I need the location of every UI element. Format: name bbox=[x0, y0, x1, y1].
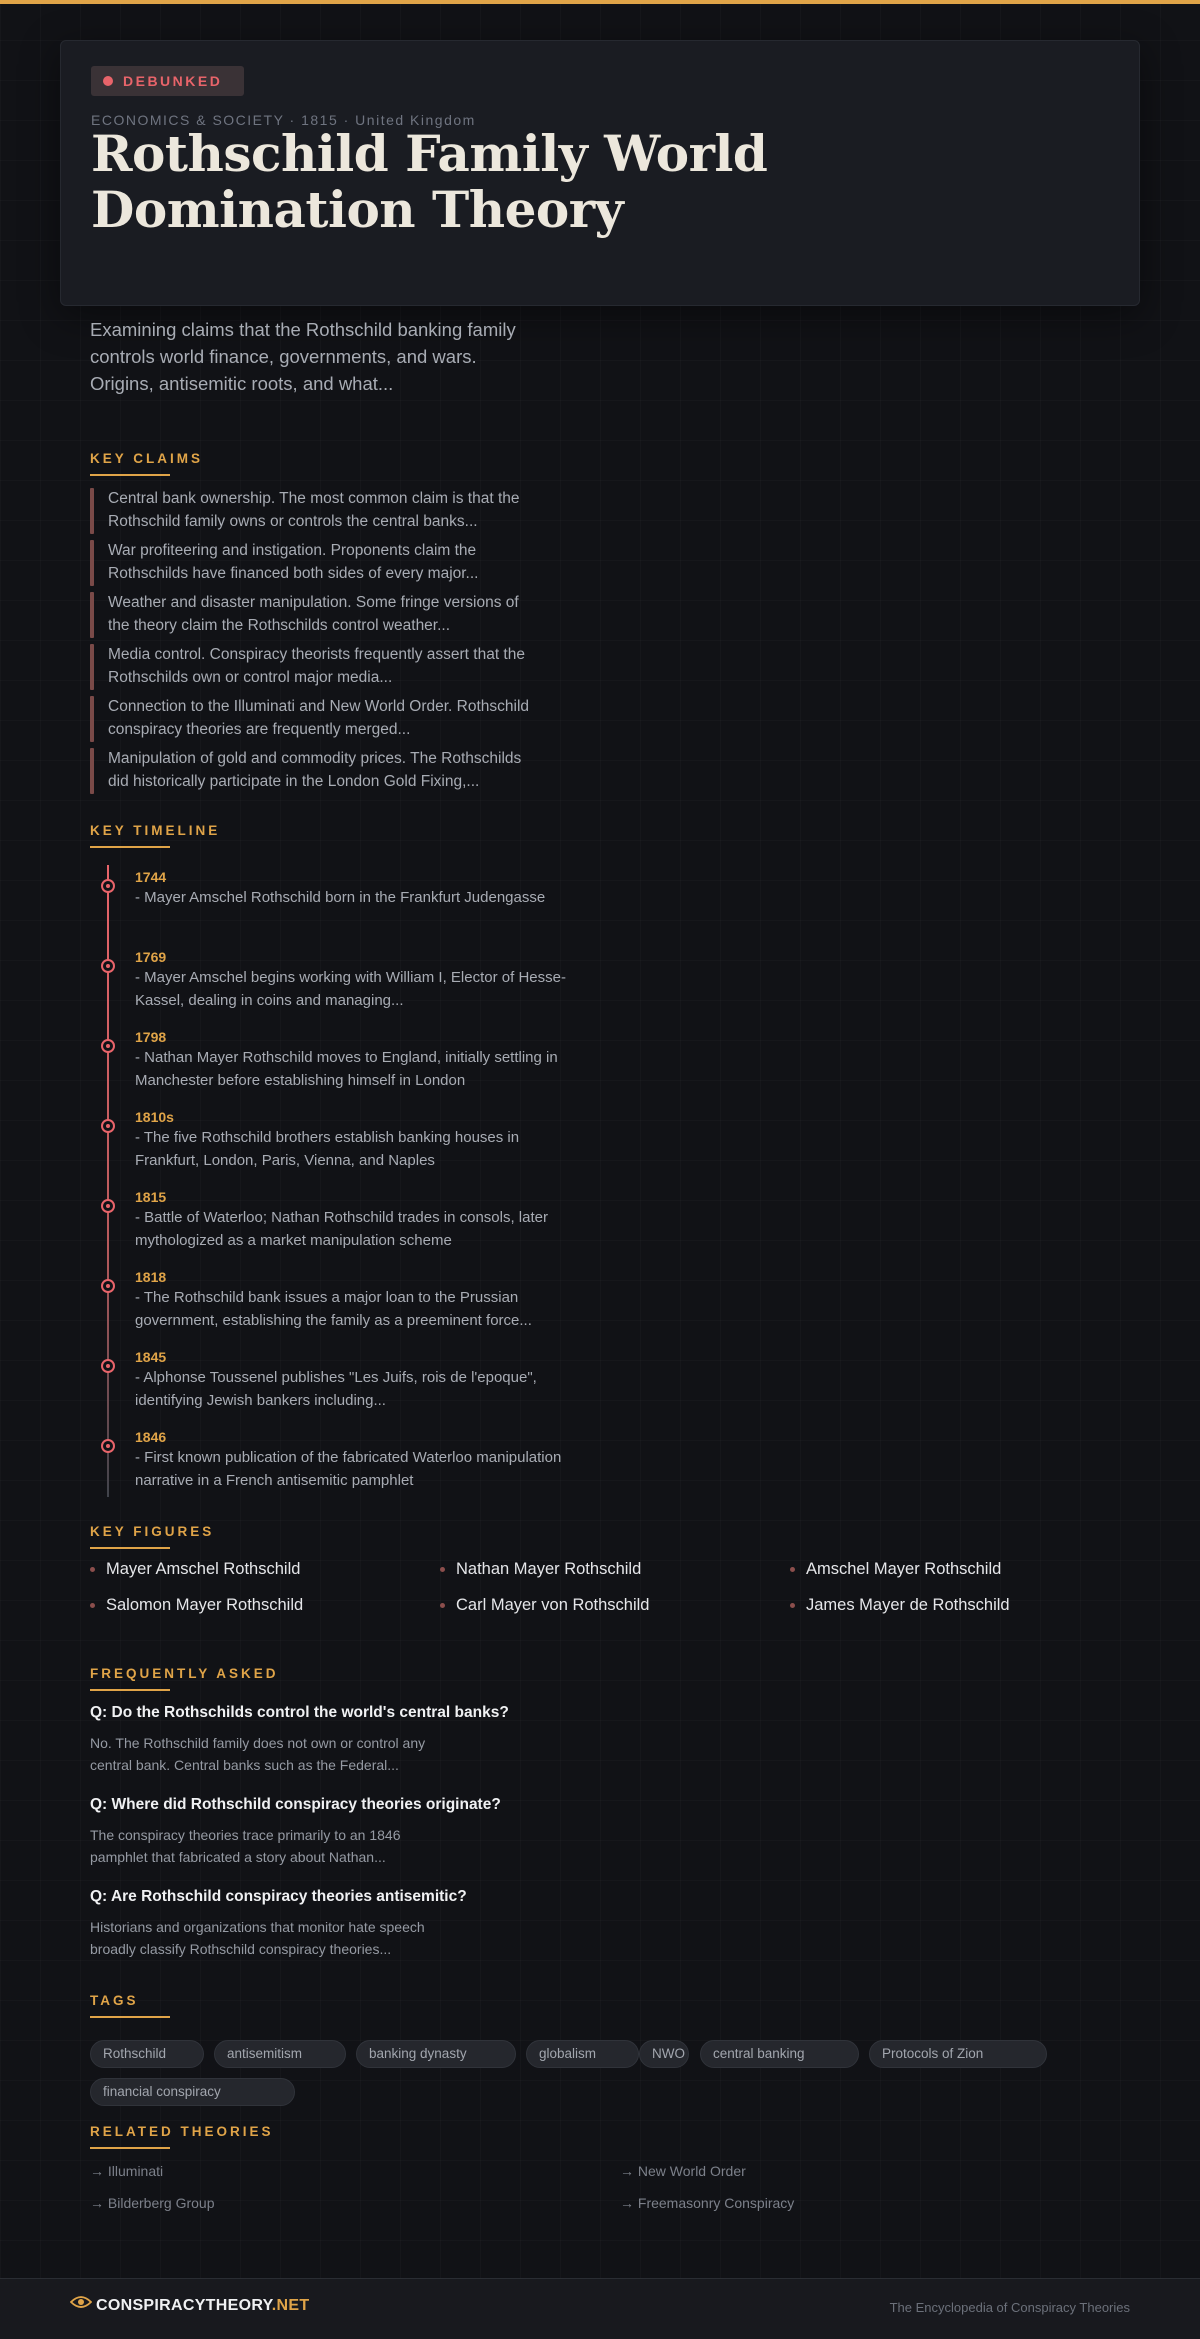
logo-accent-text: .NET bbox=[271, 2297, 310, 2314]
figure-name: James Mayer de Rothschild bbox=[806, 1596, 1010, 1614]
claim-accent-bar bbox=[90, 592, 94, 638]
faq-answer: No. The Rothschild family does not own or control any central bank. Central banks such as the Federal... bbox=[90, 1735, 426, 1773]
claim-text: Manipulation of gold and commodity prices. The Rothschilds did historically participate in the London Gold Fixing,... bbox=[108, 750, 522, 790]
claim-accent-bar bbox=[90, 540, 94, 586]
hero-card bbox=[60, 40, 1140, 306]
related-link-bilderberg-group[interactable]: → Bilderberg Group bbox=[90, 2195, 215, 2211]
timeline bbox=[90, 865, 610, 1497]
timeline-year: 1769 bbox=[135, 949, 167, 965]
related-link-new-world-order[interactable]: → New World Order bbox=[620, 2163, 746, 2179]
timeline-dot-icon bbox=[101, 1279, 115, 1293]
faq-heading: FREQUENTLY ASKED bbox=[90, 1666, 279, 1691]
top-accent-bar bbox=[0, 0, 1200, 4]
faq-question: Q: Where did Rothschild conspiracy theories originate? bbox=[90, 1796, 501, 1813]
claim-accent-bar bbox=[90, 488, 94, 534]
tag-chip[interactable]: Rothschild bbox=[90, 2040, 204, 2068]
timeline-dot-icon bbox=[101, 879, 115, 893]
status-badge bbox=[91, 66, 244, 96]
timeline-text: - The Rothschild bank issues a major loan to the Prussian government, establishing the family as a preeminent force... bbox=[135, 1289, 532, 1329]
figure-name: Mayer Amschel Rothschild bbox=[106, 1560, 301, 1578]
key-claims-list bbox=[90, 488, 540, 800]
timeline-year: 1744 bbox=[135, 869, 167, 885]
claim-item bbox=[90, 592, 540, 638]
site-logo[interactable] bbox=[96, 2297, 309, 2315]
claim-accent-bar bbox=[90, 748, 94, 794]
related-theories-heading: RELATED THEORIES bbox=[90, 2124, 274, 2149]
claim-text: Connection to the Illuminati and New World Order. Rothschild conspiracy theories are frequently merged... bbox=[108, 698, 530, 738]
bullet-icon bbox=[790, 1603, 795, 1608]
figure-name: Amschel Mayer Rothschild bbox=[806, 1560, 1002, 1578]
timeline-dot-icon bbox=[101, 1359, 115, 1373]
claim-text: Media control. Conspiracy theorists frequently assert that the Rothschilds own or control major media... bbox=[108, 646, 525, 686]
timeline-year: 1846 bbox=[135, 1429, 167, 1445]
status-dot-icon bbox=[103, 76, 113, 86]
claim-item bbox=[90, 748, 540, 794]
timeline-year: 1798 bbox=[135, 1029, 167, 1045]
bullet-icon bbox=[790, 1567, 795, 1572]
tag-chip[interactable]: globalism bbox=[526, 2040, 639, 2068]
timeline-dot-icon bbox=[101, 1119, 115, 1133]
related-link-freemasonry[interactable]: → Freemasonry Conspiracy bbox=[620, 2195, 795, 2211]
faq-item bbox=[90, 1888, 650, 1960]
tag-chip[interactable]: Protocols of Zion bbox=[869, 2040, 1047, 2068]
claim-item bbox=[90, 488, 540, 534]
status-badge-label: DEBUNKED bbox=[123, 73, 223, 89]
tag-chip[interactable]: antisemitism bbox=[214, 2040, 346, 2068]
site-footer bbox=[0, 2278, 1200, 2339]
category-meta: ECONOMICS & SOCIETY · 1815 · United Kingdom bbox=[91, 112, 476, 128]
figure-item bbox=[440, 1560, 641, 1579]
key-timeline-heading: KEY TIMELINE bbox=[90, 823, 220, 848]
figure-item bbox=[790, 1560, 1001, 1579]
figure-item bbox=[90, 1560, 300, 1579]
claim-text: Weather and disaster manipulation. Some fringe versions of the theory claim the Rothschilds control weather... bbox=[108, 594, 519, 634]
timeline-text: - First known publication of the fabricated Waterloo manipulation narrative in a French antisemitic pamphlet bbox=[135, 1449, 562, 1489]
tag-chip[interactable]: financial conspiracy bbox=[90, 2078, 295, 2106]
claim-item bbox=[90, 696, 540, 742]
timeline-year: 1810s bbox=[135, 1109, 174, 1125]
logo-main-text: CONSPIRACYTHEORY bbox=[96, 2297, 272, 2314]
related-link-illuminati[interactable]: → Illuminati bbox=[90, 2163, 164, 2179]
bullet-icon bbox=[90, 1603, 95, 1608]
timeline-year: 1845 bbox=[135, 1349, 167, 1365]
timeline-year: 1818 bbox=[135, 1269, 167, 1285]
timeline-dot-icon bbox=[101, 1039, 115, 1053]
faq-question: Q: Are Rothschild conspiracy theories antisemitic? bbox=[90, 1888, 467, 1905]
tags-heading: TAGS bbox=[90, 1993, 170, 2018]
eye-logo-icon bbox=[70, 2294, 92, 2310]
key-claims-heading: KEY CLAIMS bbox=[90, 451, 203, 476]
timeline-year: 1815 bbox=[135, 1189, 167, 1205]
timeline-text: - Nathan Mayer Rothschild moves to England, initially settling in Manchester before establishing himself in London bbox=[135, 1049, 558, 1089]
page-description: Examining claims that the Rothschild banking family controls world finance, governments, and wars. Origins, antisemitic roots, and what... bbox=[90, 319, 516, 394]
figure-item bbox=[790, 1596, 1010, 1615]
faq-answer: The conspiracy theories trace primarily to an 1846 pamphlet that fabricated a story about Nathan... bbox=[90, 1827, 401, 1865]
claim-accent-bar bbox=[90, 696, 94, 742]
figure-name: Carl Mayer von Rothschild bbox=[456, 1596, 650, 1614]
faq-answer: Historians and organizations that monitor hate speech broadly classify Rothschild conspiracy theories... bbox=[90, 1919, 425, 1957]
timeline-dot-icon bbox=[101, 1199, 115, 1213]
claim-text: Central bank ownership. The most common claim is that the Rothschild family owns or controls the central banks... bbox=[108, 490, 520, 530]
tag-chip[interactable]: central banking bbox=[700, 2040, 859, 2068]
timeline-text: - Battle of Waterloo; Nathan Rothschild trades in consols, later mythologized as a market manipulation scheme bbox=[135, 1209, 548, 1249]
faq-question: Q: Do the Rothschilds control the world's central banks? bbox=[90, 1704, 509, 1721]
page-title: Rothschild Family World Domination Theory bbox=[91, 124, 768, 239]
tag-chip[interactable]: NWO bbox=[639, 2040, 689, 2068]
figure-name: Nathan Mayer Rothschild bbox=[456, 1560, 642, 1578]
timeline-dot-icon bbox=[101, 1439, 115, 1453]
bullet-icon bbox=[90, 1567, 95, 1572]
footer-tagline: The Encyclopedia of Conspiracy Theories bbox=[889, 2300, 1130, 2315]
timeline-text: - Mayer Amschel Rothschild born in the Frankfurt Judengasse bbox=[135, 889, 546, 906]
claim-item bbox=[90, 540, 540, 586]
bullet-icon bbox=[440, 1567, 445, 1572]
claim-item bbox=[90, 644, 540, 690]
timeline-text: - Alphonse Toussenel publishes "Les Juifs, rois de l'epoque", identifying Jewish bankers including... bbox=[135, 1369, 537, 1409]
timeline-text: - The five Rothschild brothers establish banking houses in Frankfurt, London, Paris, Vienna, and Naples bbox=[135, 1129, 520, 1169]
timeline-dot-icon bbox=[101, 959, 115, 973]
timeline-text: - Mayer Amschel begins working with William I, Elector of Hesse-Kassel, dealing in coins and managing... bbox=[135, 969, 566, 1009]
tag-chip[interactable]: banking dynasty bbox=[356, 2040, 516, 2068]
key-figures-heading: KEY FIGURES bbox=[90, 1524, 214, 1549]
claim-accent-bar bbox=[90, 644, 94, 690]
figure-name: Salomon Mayer Rothschild bbox=[106, 1596, 304, 1614]
faq-item bbox=[90, 1704, 650, 1776]
figure-item bbox=[90, 1596, 303, 1615]
claim-text: War profiteering and instigation. Proponents claim the Rothschilds have financed both sides of every major... bbox=[108, 542, 479, 582]
figure-item bbox=[440, 1596, 650, 1615]
bullet-icon bbox=[440, 1603, 445, 1608]
faq-item bbox=[90, 1796, 650, 1868]
